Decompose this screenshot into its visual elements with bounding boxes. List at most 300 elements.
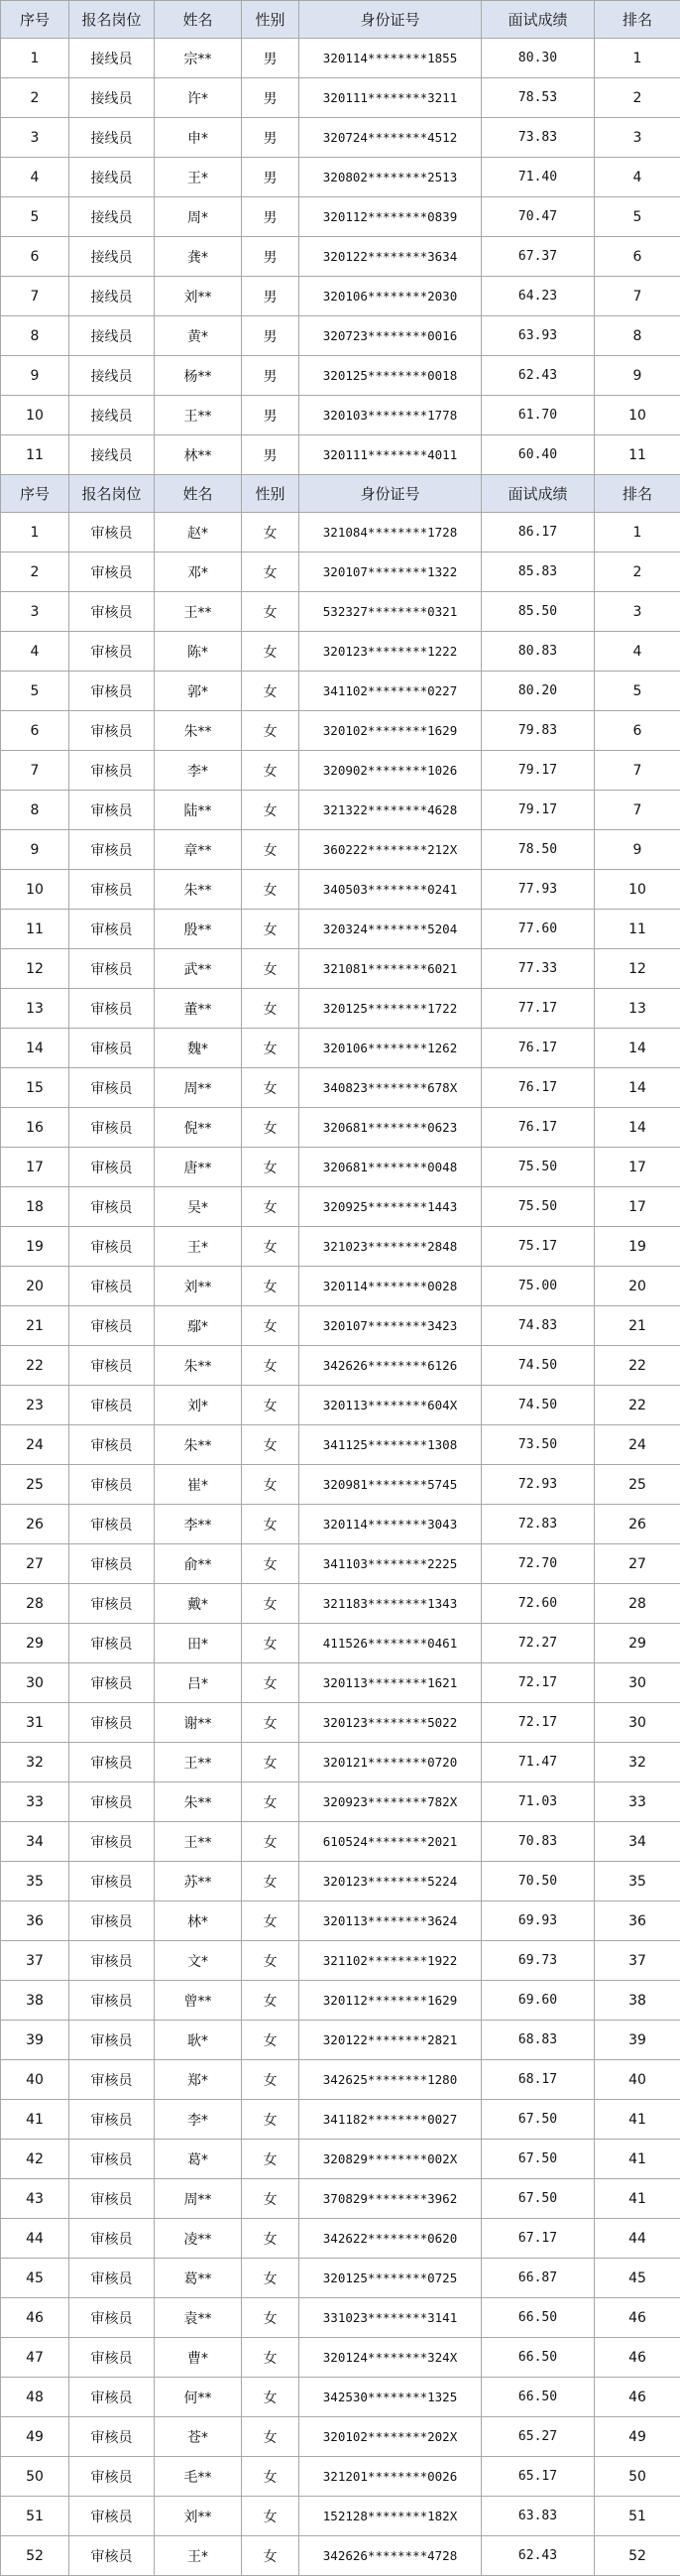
cell-index: 32 bbox=[1, 1743, 69, 1782]
cell-rank: 41 bbox=[595, 2100, 680, 2140]
cell-name: 郑* bbox=[155, 2060, 242, 2100]
cell-score: 67.50 bbox=[482, 2140, 595, 2179]
cell-score: 72.17 bbox=[482, 1663, 595, 1703]
header-rank: 排名 bbox=[595, 475, 680, 513]
table-row bbox=[1, 2536, 680, 2576]
cell-name: 朱** bbox=[155, 1425, 242, 1465]
cell-id-number: 320122********3634 bbox=[299, 237, 482, 277]
cell-rank: 10 bbox=[595, 396, 680, 435]
cell-id-number: 320724********4512 bbox=[299, 118, 482, 158]
cell-id-number: 342622********0620 bbox=[299, 2219, 482, 2259]
cell-position: 审核员 bbox=[69, 1505, 155, 1544]
cell-name: 朱** bbox=[155, 870, 242, 910]
header-index: 序号 bbox=[1, 1, 69, 39]
cell-position: 审核员 bbox=[69, 751, 155, 791]
cell-position: 接线员 bbox=[69, 316, 155, 356]
cell-position: 审核员 bbox=[69, 1624, 155, 1663]
cell-position: 审核员 bbox=[69, 2021, 155, 2060]
cell-score: 66.50 bbox=[482, 2378, 595, 2417]
cell-position: 接线员 bbox=[69, 356, 155, 396]
cell-index: 47 bbox=[1, 2338, 69, 2378]
cell-rank: 41 bbox=[595, 2140, 680, 2179]
cell-score: 71.47 bbox=[482, 1743, 595, 1782]
header-rank: 排名 bbox=[595, 1, 680, 39]
cell-gender: 女 bbox=[242, 1663, 299, 1703]
cell-name: 唐** bbox=[155, 1148, 242, 1187]
cell-score: 77.17 bbox=[482, 989, 595, 1029]
cell-gender: 女 bbox=[242, 751, 299, 791]
cell-rank: 11 bbox=[595, 910, 680, 949]
cell-rank: 7 bbox=[595, 791, 680, 830]
cell-score: 86.17 bbox=[482, 513, 595, 552]
cell-rank: 34 bbox=[595, 1822, 680, 1862]
cell-index: 40 bbox=[1, 2060, 69, 2100]
cell-score: 64.23 bbox=[482, 277, 595, 316]
cell-position: 审核员 bbox=[69, 1267, 155, 1306]
cell-rank: 32 bbox=[595, 1743, 680, 1782]
cell-gender: 女 bbox=[242, 2298, 299, 2338]
cell-name: 王** bbox=[155, 396, 242, 435]
cell-id-number: 320113********604X bbox=[299, 1386, 482, 1425]
table-row bbox=[1, 1148, 680, 1187]
table-row bbox=[1, 513, 680, 552]
cell-gender: 女 bbox=[242, 632, 299, 672]
cell-index: 5 bbox=[1, 197, 69, 237]
table-row bbox=[1, 1743, 680, 1782]
cell-name: 戴* bbox=[155, 1584, 242, 1624]
cell-id-number: 320114********1855 bbox=[299, 39, 482, 78]
table-row bbox=[1, 1941, 680, 1981]
cell-rank: 41 bbox=[595, 2179, 680, 2219]
header-row bbox=[1, 1, 680, 39]
cell-gender: 女 bbox=[242, 1465, 299, 1505]
header-gender: 性别 bbox=[242, 1, 299, 39]
cell-score: 61.70 bbox=[482, 396, 595, 435]
cell-id-number: 320103********1778 bbox=[299, 396, 482, 435]
table-row bbox=[1, 1862, 680, 1901]
cell-name: 李* bbox=[155, 751, 242, 791]
table-row bbox=[1, 1267, 680, 1306]
cell-id-number: 341182********0027 bbox=[299, 2100, 482, 2140]
cell-rank: 22 bbox=[595, 1386, 680, 1425]
cell-position: 审核员 bbox=[69, 2219, 155, 2259]
cell-name: 赵* bbox=[155, 513, 242, 552]
header-row bbox=[1, 475, 680, 513]
cell-score: 77.60 bbox=[482, 910, 595, 949]
table-row bbox=[1, 2378, 680, 2417]
cell-score: 73.83 bbox=[482, 118, 595, 158]
cell-name: 葛* bbox=[155, 2140, 242, 2179]
cell-index: 1 bbox=[1, 513, 69, 552]
table-row bbox=[1, 2259, 680, 2298]
cell-score: 70.83 bbox=[482, 1822, 595, 1862]
cell-score: 75.00 bbox=[482, 1267, 595, 1306]
cell-id-number: 320107********3423 bbox=[299, 1306, 482, 1346]
cell-position: 审核员 bbox=[69, 1148, 155, 1187]
cell-rank: 14 bbox=[595, 1029, 680, 1068]
cell-id-number: 341102********0227 bbox=[299, 672, 482, 711]
cell-rank: 50 bbox=[595, 2457, 680, 2497]
cell-position: 审核员 bbox=[69, 2060, 155, 2100]
cell-index: 42 bbox=[1, 2140, 69, 2179]
table-row bbox=[1, 1782, 680, 1822]
cell-score: 79.17 bbox=[482, 751, 595, 791]
cell-gender: 女 bbox=[242, 2100, 299, 2140]
cell-rank: 1 bbox=[595, 513, 680, 552]
table-row bbox=[1, 1346, 680, 1386]
cell-id-number: 340823********678X bbox=[299, 1068, 482, 1108]
cell-name: 李** bbox=[155, 1505, 242, 1544]
cell-gender: 女 bbox=[242, 1544, 299, 1584]
cell-position: 审核员 bbox=[69, 2100, 155, 2140]
cell-position: 接线员 bbox=[69, 237, 155, 277]
cell-rank: 46 bbox=[595, 2298, 680, 2338]
cell-position: 审核员 bbox=[69, 1901, 155, 1941]
cell-index: 11 bbox=[1, 435, 69, 475]
cell-gender: 女 bbox=[242, 910, 299, 949]
table-row bbox=[1, 78, 680, 118]
cell-position: 审核员 bbox=[69, 1306, 155, 1346]
cell-position: 审核员 bbox=[69, 672, 155, 711]
table-row bbox=[1, 1624, 680, 1663]
cell-score: 69.73 bbox=[482, 1941, 595, 1981]
table-row bbox=[1, 316, 680, 356]
cell-gender: 女 bbox=[242, 1267, 299, 1306]
cell-gender: 女 bbox=[242, 1941, 299, 1981]
cell-index: 9 bbox=[1, 830, 69, 870]
table-row bbox=[1, 1981, 680, 2021]
cell-rank: 27 bbox=[595, 1544, 680, 1584]
table-row bbox=[1, 1068, 680, 1108]
cell-position: 审核员 bbox=[69, 989, 155, 1029]
table-row bbox=[1, 356, 680, 396]
cell-index: 43 bbox=[1, 2179, 69, 2219]
cell-score: 67.37 bbox=[482, 237, 595, 277]
table-row bbox=[1, 1187, 680, 1227]
cell-index: 6 bbox=[1, 237, 69, 277]
cell-id-number: 360222********212X bbox=[299, 830, 482, 870]
cell-id-number: 320106********2030 bbox=[299, 277, 482, 316]
cell-rank: 3 bbox=[595, 118, 680, 158]
cell-name: 俞** bbox=[155, 1544, 242, 1584]
cell-id-number: 320124********324X bbox=[299, 2338, 482, 2378]
cell-index: 3 bbox=[1, 118, 69, 158]
cell-position: 审核员 bbox=[69, 1386, 155, 1425]
cell-id-number: 342626********4728 bbox=[299, 2536, 482, 2576]
cell-gender: 女 bbox=[242, 2219, 299, 2259]
cell-rank: 13 bbox=[595, 989, 680, 1029]
cell-id-number: 321102********1922 bbox=[299, 1941, 482, 1981]
cell-index: 37 bbox=[1, 1941, 69, 1981]
cell-score: 66.87 bbox=[482, 2259, 595, 2298]
cell-position: 审核员 bbox=[69, 2378, 155, 2417]
cell-id-number: 321084********1728 bbox=[299, 513, 482, 552]
cell-score: 68.17 bbox=[482, 2060, 595, 2100]
cell-rank: 5 bbox=[595, 672, 680, 711]
cell-score: 80.20 bbox=[482, 672, 595, 711]
cell-position: 接线员 bbox=[69, 197, 155, 237]
table-row bbox=[1, 1465, 680, 1505]
header-id-number: 身份证号 bbox=[299, 475, 482, 513]
cell-score: 76.17 bbox=[482, 1029, 595, 1068]
cell-gender: 女 bbox=[242, 1822, 299, 1862]
cell-position: 接线员 bbox=[69, 118, 155, 158]
cell-index: 28 bbox=[1, 1584, 69, 1624]
cell-rank: 30 bbox=[595, 1703, 680, 1743]
table-row bbox=[1, 277, 680, 316]
cell-id-number: 320111********4011 bbox=[299, 435, 482, 475]
cell-score: 80.30 bbox=[482, 39, 595, 78]
cell-name: 文* bbox=[155, 1941, 242, 1981]
table-row bbox=[1, 2457, 680, 2497]
table-row bbox=[1, 2417, 680, 2457]
cell-rank: 1 bbox=[595, 39, 680, 78]
cell-id-number: 340503********0241 bbox=[299, 870, 482, 910]
table-row bbox=[1, 1901, 680, 1941]
cell-index: 26 bbox=[1, 1505, 69, 1544]
cell-position: 审核员 bbox=[69, 552, 155, 592]
cell-gender: 女 bbox=[242, 1782, 299, 1822]
cell-position: 审核员 bbox=[69, 1029, 155, 1068]
cell-position: 审核员 bbox=[69, 791, 155, 830]
cell-rank: 14 bbox=[595, 1108, 680, 1148]
cell-id-number: 320114********0028 bbox=[299, 1267, 482, 1306]
cell-rank: 2 bbox=[595, 552, 680, 592]
cell-position: 审核员 bbox=[69, 513, 155, 552]
cell-name: 龚* bbox=[155, 237, 242, 277]
cell-index: 36 bbox=[1, 1901, 69, 1941]
table-row bbox=[1, 2298, 680, 2338]
cell-index: 41 bbox=[1, 2100, 69, 2140]
table-row bbox=[1, 1703, 680, 1743]
cell-index: 5 bbox=[1, 672, 69, 711]
table-row bbox=[1, 2179, 680, 2219]
header-index: 序号 bbox=[1, 475, 69, 513]
cell-id-number: 321322********4628 bbox=[299, 791, 482, 830]
cell-position: 审核员 bbox=[69, 949, 155, 989]
cell-id-number: 320112********1629 bbox=[299, 1981, 482, 2021]
header-id-number: 身份证号 bbox=[299, 1, 482, 39]
cell-id-number: 320125********0018 bbox=[299, 356, 482, 396]
cell-position: 审核员 bbox=[69, 2338, 155, 2378]
cell-id-number: 321081********6021 bbox=[299, 949, 482, 989]
cell-score: 68.83 bbox=[482, 2021, 595, 2060]
cell-score: 71.40 bbox=[482, 158, 595, 197]
table-row bbox=[1, 1822, 680, 1862]
cell-gender: 女 bbox=[242, 2021, 299, 2060]
table-row bbox=[1, 1505, 680, 1544]
cell-rank: 26 bbox=[595, 1505, 680, 1544]
cell-gender: 女 bbox=[242, 2536, 299, 2576]
cell-index: 29 bbox=[1, 1624, 69, 1663]
cell-gender: 女 bbox=[242, 1981, 299, 2021]
cell-score: 72.70 bbox=[482, 1544, 595, 1584]
cell-index: 16 bbox=[1, 1108, 69, 1148]
cell-gender: 女 bbox=[242, 1862, 299, 1901]
cell-position: 接线员 bbox=[69, 158, 155, 197]
cell-name: 杨** bbox=[155, 356, 242, 396]
cell-gender: 女 bbox=[242, 1187, 299, 1227]
cell-id-number: 331023********3141 bbox=[299, 2298, 482, 2338]
cell-index: 39 bbox=[1, 2021, 69, 2060]
cell-name: 陆** bbox=[155, 791, 242, 830]
cell-id-number: 321023********2848 bbox=[299, 1227, 482, 1267]
cell-id-number: 320113********1621 bbox=[299, 1663, 482, 1703]
cell-id-number: 321183********1343 bbox=[299, 1584, 482, 1624]
cell-gender: 女 bbox=[242, 2338, 299, 2378]
cell-name: 苍* bbox=[155, 2417, 242, 2457]
cell-name: 章** bbox=[155, 830, 242, 870]
cell-id-number: 152128********182X bbox=[299, 2497, 482, 2536]
cell-score: 76.17 bbox=[482, 1108, 595, 1148]
cell-id-number: 320902********1026 bbox=[299, 751, 482, 791]
cell-position: 审核员 bbox=[69, 1663, 155, 1703]
cell-name: 崔* bbox=[155, 1465, 242, 1505]
cell-index: 2 bbox=[1, 78, 69, 118]
table-row bbox=[1, 910, 680, 949]
cell-gender: 女 bbox=[242, 1703, 299, 1743]
cell-rank: 28 bbox=[595, 1584, 680, 1624]
cell-index: 51 bbox=[1, 2497, 69, 2536]
cell-rank: 17 bbox=[595, 1187, 680, 1227]
cell-score: 76.17 bbox=[482, 1068, 595, 1108]
cell-score: 63.83 bbox=[482, 2497, 595, 2536]
cell-rank: 6 bbox=[595, 711, 680, 751]
cell-name: 邓* bbox=[155, 552, 242, 592]
cell-rank: 51 bbox=[595, 2497, 680, 2536]
cell-position: 审核员 bbox=[69, 1822, 155, 1862]
header-score: 面试成绩 bbox=[482, 475, 595, 513]
table-row bbox=[1, 632, 680, 672]
cell-gender: 女 bbox=[242, 2179, 299, 2219]
cell-index: 8 bbox=[1, 316, 69, 356]
cell-index: 27 bbox=[1, 1544, 69, 1584]
cell-position: 审核员 bbox=[69, 2179, 155, 2219]
cell-rank: 46 bbox=[595, 2378, 680, 2417]
cell-gender: 女 bbox=[242, 513, 299, 552]
cell-index: 2 bbox=[1, 552, 69, 592]
cell-id-number: 610524********2021 bbox=[299, 1822, 482, 1862]
header-score: 面试成绩 bbox=[482, 1, 595, 39]
cell-index: 6 bbox=[1, 711, 69, 751]
cell-score: 67.50 bbox=[482, 2100, 595, 2140]
cell-score: 67.17 bbox=[482, 2219, 595, 2259]
cell-position: 接线员 bbox=[69, 78, 155, 118]
cell-score: 79.83 bbox=[482, 711, 595, 751]
cell-gender: 女 bbox=[242, 1306, 299, 1346]
table-row bbox=[1, 2140, 680, 2179]
cell-index: 3 bbox=[1, 592, 69, 632]
cell-position: 审核员 bbox=[69, 1981, 155, 2021]
cell-gender: 女 bbox=[242, 989, 299, 1029]
cell-index: 14 bbox=[1, 1029, 69, 1068]
cell-id-number: 532327********0321 bbox=[299, 592, 482, 632]
table-row bbox=[1, 1029, 680, 1068]
cell-index: 7 bbox=[1, 751, 69, 791]
cell-gender: 女 bbox=[242, 1346, 299, 1386]
cell-position: 审核员 bbox=[69, 592, 155, 632]
cell-index: 34 bbox=[1, 1822, 69, 1862]
cell-id-number: 320113********3624 bbox=[299, 1901, 482, 1941]
cell-id-number: 320106********1262 bbox=[299, 1029, 482, 1068]
cell-gender: 女 bbox=[242, 791, 299, 830]
cell-name: 朱** bbox=[155, 1782, 242, 1822]
header-name: 姓名 bbox=[155, 475, 242, 513]
table-row bbox=[1, 237, 680, 277]
cell-gender: 女 bbox=[242, 830, 299, 870]
cell-position: 审核员 bbox=[69, 711, 155, 751]
cell-gender: 女 bbox=[242, 1743, 299, 1782]
cell-position: 审核员 bbox=[69, 2417, 155, 2457]
cell-score: 65.27 bbox=[482, 2417, 595, 2457]
cell-gender: 女 bbox=[242, 2457, 299, 2497]
cell-id-number: 320925********1443 bbox=[299, 1187, 482, 1227]
table-row bbox=[1, 435, 680, 475]
cell-rank: 37 bbox=[595, 1941, 680, 1981]
cell-name: 陈* bbox=[155, 632, 242, 672]
cell-position: 审核员 bbox=[69, 870, 155, 910]
cell-gender: 男 bbox=[242, 78, 299, 118]
cell-index: 4 bbox=[1, 158, 69, 197]
cell-index: 45 bbox=[1, 2259, 69, 2298]
table-row bbox=[1, 197, 680, 237]
cell-rank: 29 bbox=[595, 1624, 680, 1663]
cell-gender: 女 bbox=[242, 592, 299, 632]
cell-rank: 12 bbox=[595, 949, 680, 989]
cell-rank: 38 bbox=[595, 1981, 680, 2021]
cell-gender: 女 bbox=[242, 870, 299, 910]
cell-name: 鄢* bbox=[155, 1306, 242, 1346]
cell-position: 审核员 bbox=[69, 1346, 155, 1386]
cell-index: 50 bbox=[1, 2457, 69, 2497]
table-body bbox=[1, 1, 680, 2576]
cell-name: 朱** bbox=[155, 1346, 242, 1386]
cell-position: 接线员 bbox=[69, 277, 155, 316]
cell-gender: 女 bbox=[242, 552, 299, 592]
cell-position: 接线员 bbox=[69, 435, 155, 475]
cell-id-number: 320681********0048 bbox=[299, 1148, 482, 1187]
cell-position: 审核员 bbox=[69, 2536, 155, 2576]
cell-score: 85.50 bbox=[482, 592, 595, 632]
cell-score: 75.50 bbox=[482, 1148, 595, 1187]
cell-id-number: 320723********0016 bbox=[299, 316, 482, 356]
cell-id-number: 320802********2513 bbox=[299, 158, 482, 197]
cell-gender: 男 bbox=[242, 237, 299, 277]
cell-name: 袁** bbox=[155, 2298, 242, 2338]
cell-gender: 男 bbox=[242, 197, 299, 237]
cell-name: 王** bbox=[155, 1743, 242, 1782]
cell-id-number: 320123********5224 bbox=[299, 1862, 482, 1901]
table-row bbox=[1, 118, 680, 158]
cell-id-number: 342530********1325 bbox=[299, 2378, 482, 2417]
cell-gender: 女 bbox=[242, 2259, 299, 2298]
cell-rank: 39 bbox=[595, 2021, 680, 2060]
cell-index: 35 bbox=[1, 1862, 69, 1901]
table-row bbox=[1, 2497, 680, 2536]
cell-id-number: 320829********002X bbox=[299, 2140, 482, 2179]
cell-score: 85.83 bbox=[482, 552, 595, 592]
table-row bbox=[1, 1108, 680, 1148]
cell-index: 49 bbox=[1, 2417, 69, 2457]
cell-position: 审核员 bbox=[69, 1227, 155, 1267]
cell-id-number: 341103********2225 bbox=[299, 1544, 482, 1584]
cell-gender: 男 bbox=[242, 158, 299, 197]
cell-id-number: 320121********0720 bbox=[299, 1743, 482, 1782]
cell-name: 刘** bbox=[155, 2497, 242, 2536]
cell-position: 审核员 bbox=[69, 2457, 155, 2497]
cell-id-number: 321201********0026 bbox=[299, 2457, 482, 2497]
cell-gender: 男 bbox=[242, 277, 299, 316]
